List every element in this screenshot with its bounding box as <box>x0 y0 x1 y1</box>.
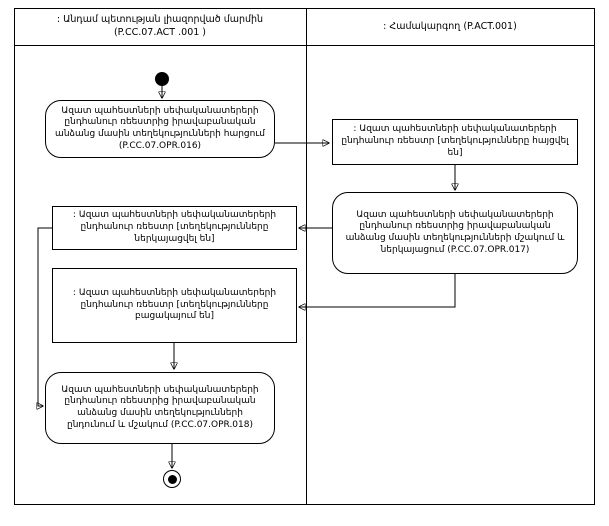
lane-right-title: : Համակարգող (P.ACT.001) <box>383 20 517 32</box>
final-node-dot <box>168 475 177 484</box>
object-state-info-requested: : Ազատ պահեստների սեփականատերերի ընդհանուր ռեեստր [տեղեկությունները հայցվել են] <box>332 119 578 165</box>
initial-node <box>155 72 169 86</box>
lane-header-coordinator <box>307 9 593 45</box>
lane-left-title: : Անդամ պետության լիազորված մարմին <box>56 14 264 26</box>
activity-process-and-present-info: Ազատ պահեստների սեփականատերերի ընդհանուր ռեեստրից իրավաբանական անձանց մասին տեղեկությունների մշակում և ներկայացում (P.CC.07.OPR.017) <box>332 192 578 274</box>
activity-request-info: Ազատ պահեստների սեփականատերերի ընդհանուր ռեեստրից իրավաբանական անձանց մասին տեղեկությունների հարցում (P.CC.07.OPR.016) <box>45 100 275 158</box>
object-state-info-presented: : Ազատ պահեստների սեփականատերերի ընդհանուր ռեեստր [տեղեկությունները ներկայացվել են] <box>52 206 297 250</box>
lane-header-member-state-body <box>15 9 305 45</box>
final-node <box>163 470 181 488</box>
lane-left-code: (P.CC.07.ACT .001 ) <box>113 27 207 38</box>
activity-receive-process-info: Ազատ պահեստների սեփականատերերի ընդհանուր ռեեստրից իրավաբանական անձանց մասին տեղեկությունների ընդունում և մշակում (P.CC.07.OPR.018) <box>45 372 275 444</box>
lane-divider <box>306 8 307 505</box>
header-separator <box>14 45 595 46</box>
object-state-info-absent: : Ազատ պահեստների սեփականատերերի ընդհանուր ռեեստր [տեղեկությունները բացակայում են] <box>52 268 297 343</box>
